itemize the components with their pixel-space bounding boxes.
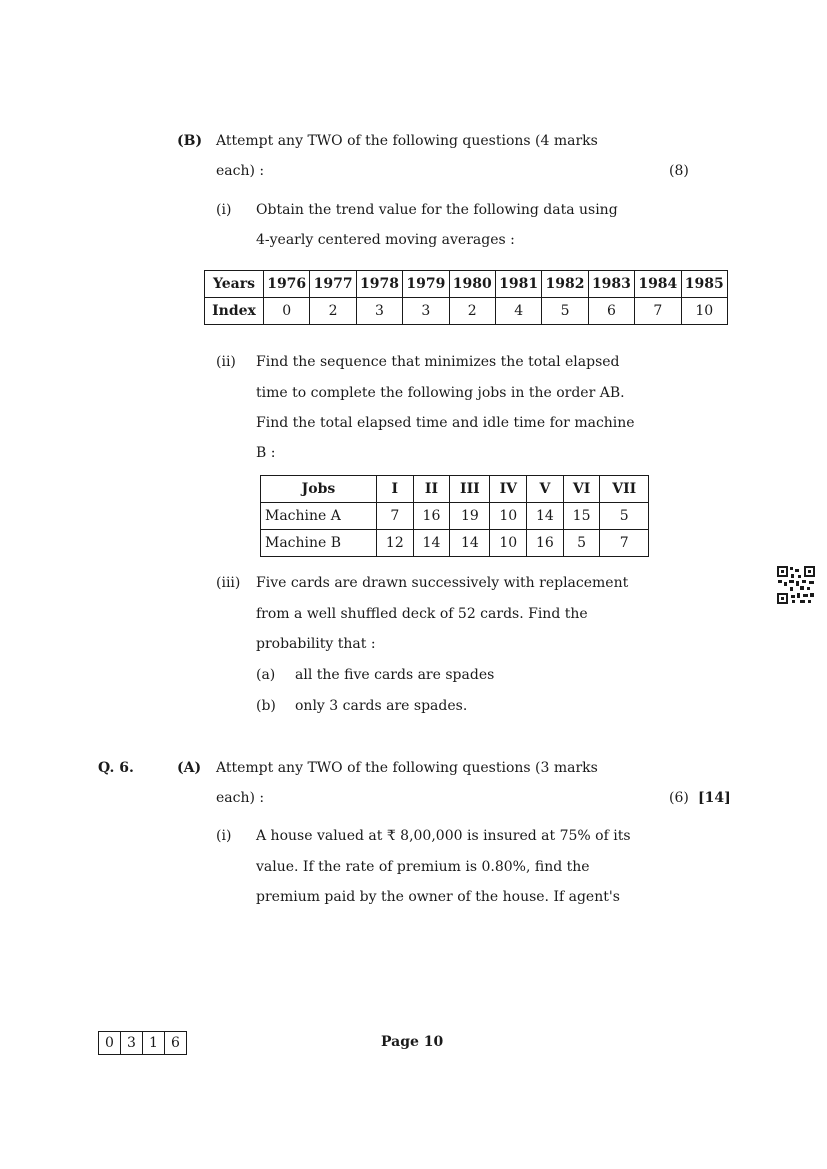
jobs-header-cell: IV (490, 476, 527, 503)
q2-number: (ii) (216, 354, 236, 370)
trend-year-cell: 1981 (495, 271, 541, 298)
q6-marks: (6) (669, 790, 689, 806)
q3-number: (iii) (216, 575, 241, 591)
paper-code-digit: 6 (165, 1032, 187, 1055)
trend-year-cell: 1985 (681, 271, 727, 298)
trend-year-cell: 1979 (403, 271, 449, 298)
q6-q1-line-2: value. If the rate of premium is 0.80%, find the (256, 859, 590, 875)
q6-section-a-label: (A) (177, 760, 202, 776)
machine-a-cell: 7 (377, 503, 414, 530)
trend-index-cell: 4 (495, 298, 541, 325)
machine-b-cell: 5 (563, 530, 600, 557)
trend-year-cell: 1977 (310, 271, 356, 298)
q3-line-2: from a well shuffled deck of 52 cards. Find the (256, 606, 588, 622)
machine-a-cell: 16 (413, 503, 450, 530)
q1-number: (i) (216, 202, 232, 218)
trend-year-cell: 1976 (264, 271, 310, 298)
machine-b-row (261, 530, 649, 557)
q6-instruction-1: Attempt any TWO of the following questions (3 marks (216, 760, 598, 776)
paper-code-digit: 0 (99, 1032, 121, 1055)
q2-line-2: time to complete the following jobs in the order AB. (256, 385, 625, 401)
q1-line-1: Obtain the trend value for the following data using (256, 202, 618, 218)
trend-years-row (205, 271, 728, 298)
q6-total: [14] (698, 790, 731, 806)
machine-a-cell: 5 (600, 503, 649, 530)
trend-table (204, 270, 728, 325)
section-b-marks: (8) (669, 163, 689, 179)
q3-line-1: Five cards are drawn successively with replacement (256, 575, 629, 591)
machine-b-cell: 14 (450, 530, 490, 557)
q6-q1-number: (i) (216, 828, 232, 844)
trend-index-cell: 3 (403, 298, 449, 325)
jobs-header-cell: III (450, 476, 490, 503)
q3-line-3: probability that : (256, 636, 376, 652)
machine-b-cell: 12 (377, 530, 414, 557)
q3-a-text: all the five cards are spades (295, 667, 495, 683)
machine-b-cell: 10 (490, 530, 527, 557)
trend-index-cell: 7 (635, 298, 681, 325)
q3-b-text: only 3 cards are spades. (295, 698, 468, 714)
machine-b-label: Machine B (261, 530, 377, 557)
jobs-header-cell: VI (563, 476, 600, 503)
section-b-label: (B) (177, 133, 203, 149)
q1-line-2: 4-yearly centered moving averages : (256, 232, 515, 248)
page-number: Page 10 (381, 1034, 444, 1050)
machine-a-cell: 10 (490, 503, 527, 530)
q6-q1-line-3: premium paid by the owner of the house. If agent's (256, 889, 620, 905)
trend-index-cell: 5 (542, 298, 588, 325)
trend-index-cell: 6 (588, 298, 634, 325)
trend-year-cell: 1980 (449, 271, 495, 298)
trend-years-label: Years (205, 271, 264, 298)
jobs-header-cell: V (527, 476, 564, 503)
trend-year-cell: 1984 (635, 271, 681, 298)
paper-code-box (98, 1031, 187, 1055)
machine-a-cell: 19 (450, 503, 490, 530)
paper-code-digit: 3 (121, 1032, 143, 1055)
q6-instruction-2: each) : (216, 790, 265, 806)
jobs-table (260, 475, 649, 557)
q6-q1-line-1: A house valued at ₹ 8,00,000 is insured at 75% of its (256, 828, 631, 844)
trend-index-cell: 2 (310, 298, 356, 325)
machine-b-cell: 7 (600, 530, 649, 557)
jobs-header-row (261, 476, 649, 503)
trend-index-cell: 2 (449, 298, 495, 325)
machine-a-cell: 15 (563, 503, 600, 530)
q3-a-number: (a) (256, 667, 276, 683)
jobs-header-cell: II (413, 476, 450, 503)
section-b-instruction-1: Attempt any TWO of the following questions (4 marks (216, 133, 598, 149)
trend-index-cell: 3 (356, 298, 402, 325)
jobs-header-label: Jobs (261, 476, 377, 503)
machine-b-cell: 16 (527, 530, 564, 557)
trend-index-label: Index (205, 298, 264, 325)
trend-year-cell: 1982 (542, 271, 588, 298)
trend-year-cell: 1983 (588, 271, 634, 298)
machine-a-label: Machine A (261, 503, 377, 530)
trend-year-cell: 1978 (356, 271, 402, 298)
machine-a-cell: 14 (527, 503, 564, 530)
jobs-header-cell: VII (600, 476, 649, 503)
q2-line-1: Find the sequence that minimizes the total elapsed (256, 354, 620, 370)
trend-index-cell: 10 (681, 298, 727, 325)
trend-index-cell: 0 (264, 298, 310, 325)
paper-code-digit: 1 (143, 1032, 165, 1055)
q6-label: Q. 6. (98, 760, 134, 776)
machine-b-cell: 14 (413, 530, 450, 557)
trend-index-row (205, 298, 728, 325)
section-b-instruction-2: each) : (216, 163, 265, 179)
jobs-header-cell: I (377, 476, 414, 503)
q2-line-3: Find the total elapsed time and idle time for machine (256, 415, 635, 431)
qr-code-icon (776, 565, 816, 605)
machine-a-row (261, 503, 649, 530)
q2-line-4: B : (256, 445, 276, 461)
q3-b-number: (b) (256, 698, 276, 714)
